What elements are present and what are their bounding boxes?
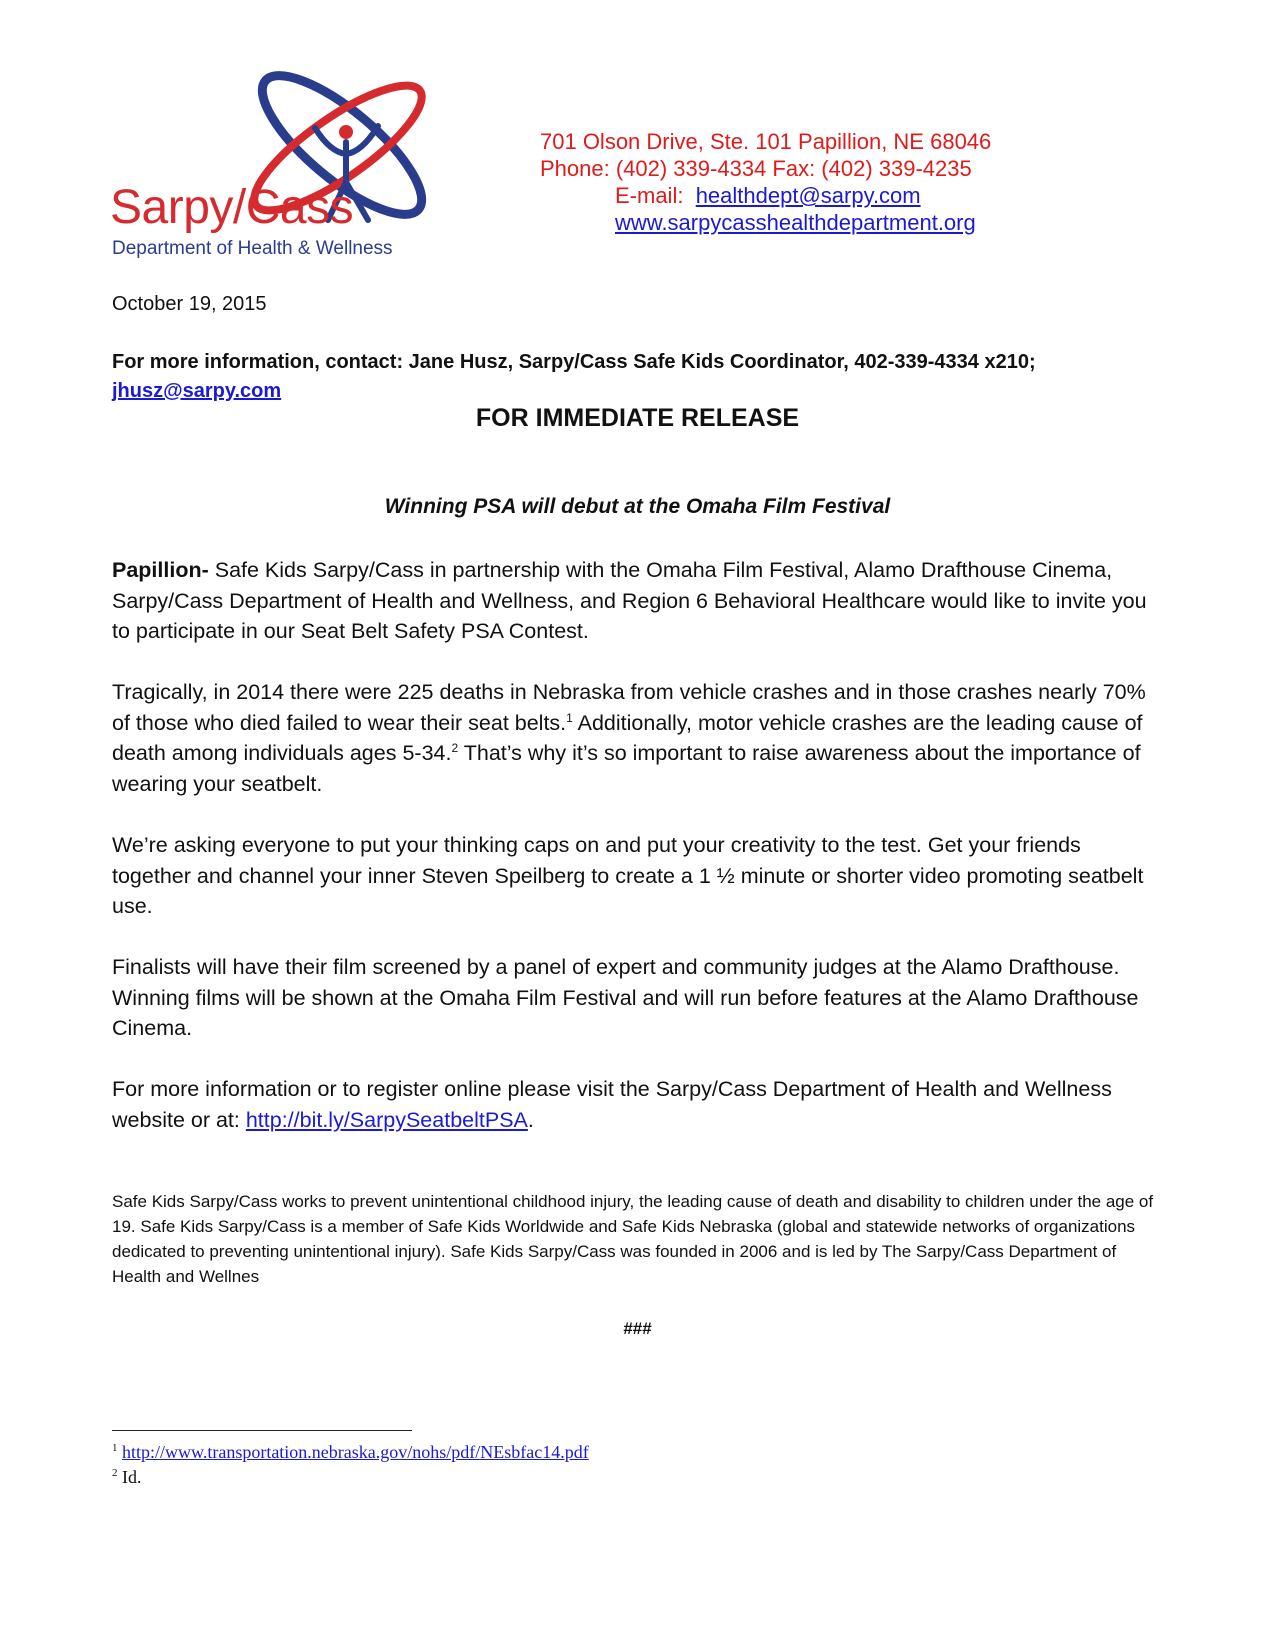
website-line [540,209,991,236]
paragraph-5-end: . [527,1107,534,1132]
footnote-2 [112,1465,589,1490]
paragraph-2-c: That’s why it’s so important to raise awareness about the importance of wearing your seatbelt. [112,741,1141,796]
footnote-divider [112,1430,412,1431]
headline: Winning PSA will debut at the Omaha Film Festival [384,495,891,518]
footnote-2-number: 2 [112,1467,118,1479]
footnotes [112,1440,589,1490]
footnote-ref-2[interactable]: 2 [451,740,459,755]
footnote-1 [112,1440,589,1465]
email-label: E-mail: [615,183,696,208]
contact-header [540,128,991,236]
footnote-1-link[interactable]: http://www.transportation.nebraska.gov/nohs/pdf/NEsbfac14.pdf [122,1442,589,1462]
footnote-1-number: 1 [112,1442,118,1454]
logo-name: Sarpy/Cass [110,181,354,234]
paragraph-5-text: For more information or to register online please visit the Sarpy/Cass Department of Health and Wellness website or at: [112,1077,1112,1132]
paragraph-5 [112,1074,1162,1135]
contact-email-link[interactable]: jhusz@sarpy.com [112,380,282,402]
end-mark: ### [623,1319,652,1338]
paragraph-1-text: Safe Kids Sarpy/Cass in partnership with the Omaha Film Festival, Alamo Drafthouse Cinema, Sarpy/Cass Department of Health and Wellness, and Region 6 Behavioral Healthcare would like to invite you to participate in our Seat Belt Safety PSA Contest. [112,558,1147,643]
paragraph-2-b: Additionally, motor vehicle crashes are the leading cause of death among individuals ages 5-34. [112,710,1143,765]
phone-fax: Phone: (402) 339-4334 Fax: (402) 339-4235 [540,156,972,181]
contact-info [112,348,1162,406]
contact-info-text: For more information, contact: Jane Husz, Sarpy/Cass Safe Kids Coordinator, 402-339-4334 x210; [112,351,1036,373]
footnote-ref-1[interactable]: 1 [566,710,573,725]
paragraph-2-a: Tragically, in 2014 there were 225 deaths in Nebraska from vehicle crashes and in those crashes nearly 70% of those who died failed to wear their seat belts. [112,680,1146,735]
website-link[interactable]: www.sarpycasshealthdepartment.org [615,210,976,235]
dateline: Papillion- [112,558,209,582]
release-heading: FOR IMMEDIATE RELEASE [475,404,800,432]
register-link[interactable]: http://bit.ly/SarpySeatbeltPSA [245,1107,528,1132]
sarpy-cass-logo [110,70,430,270]
release-date: October 19, 2015 [112,293,267,315]
paragraph-1 [112,555,1162,647]
logo-subtitle: Department of Health & Wellness [112,238,393,259]
paragraph-3: We’re asking everyone to put your thinking caps on and put your creativity to the test. Get your friends together and channel your inner Steven Speilberg to create a 1 ½ minute or shorter video promoting seatbelt use. [112,833,1144,918]
paragraph-4: Finalists will have their film screened by a panel of expert and community judges at the Alamo Drafthouse. Winning films will be shown at the Omaha Film Festival and will run before features at the Alamo Drafthouse Cinema. [112,955,1139,1040]
about-safe-kids: Safe Kids Sarpy/Cass works to prevent unintentional childhood injury, the leading cause of death and disability to children under the age of 19. Safe Kids Sarpy/Cass is a member of Safe Kids Worldwide and Safe Kids Nebraska (global and statewide networks of organizations dedicated to preventing unintentional injury). Safe Kids Sarpy/Cass was founded in 2006 and is led by The Sarpy/Cass Department of Health and Wellnes [112,1192,1154,1286]
footnote-2-text: Id. [122,1467,142,1487]
address: 701 Olson Drive, Ste. 101 Papillion, NE 68046 [540,129,992,154]
email-line [540,182,991,209]
paragraph-2 [112,677,1162,799]
email-link[interactable]: healthdept@sarpy.com [695,183,921,208]
